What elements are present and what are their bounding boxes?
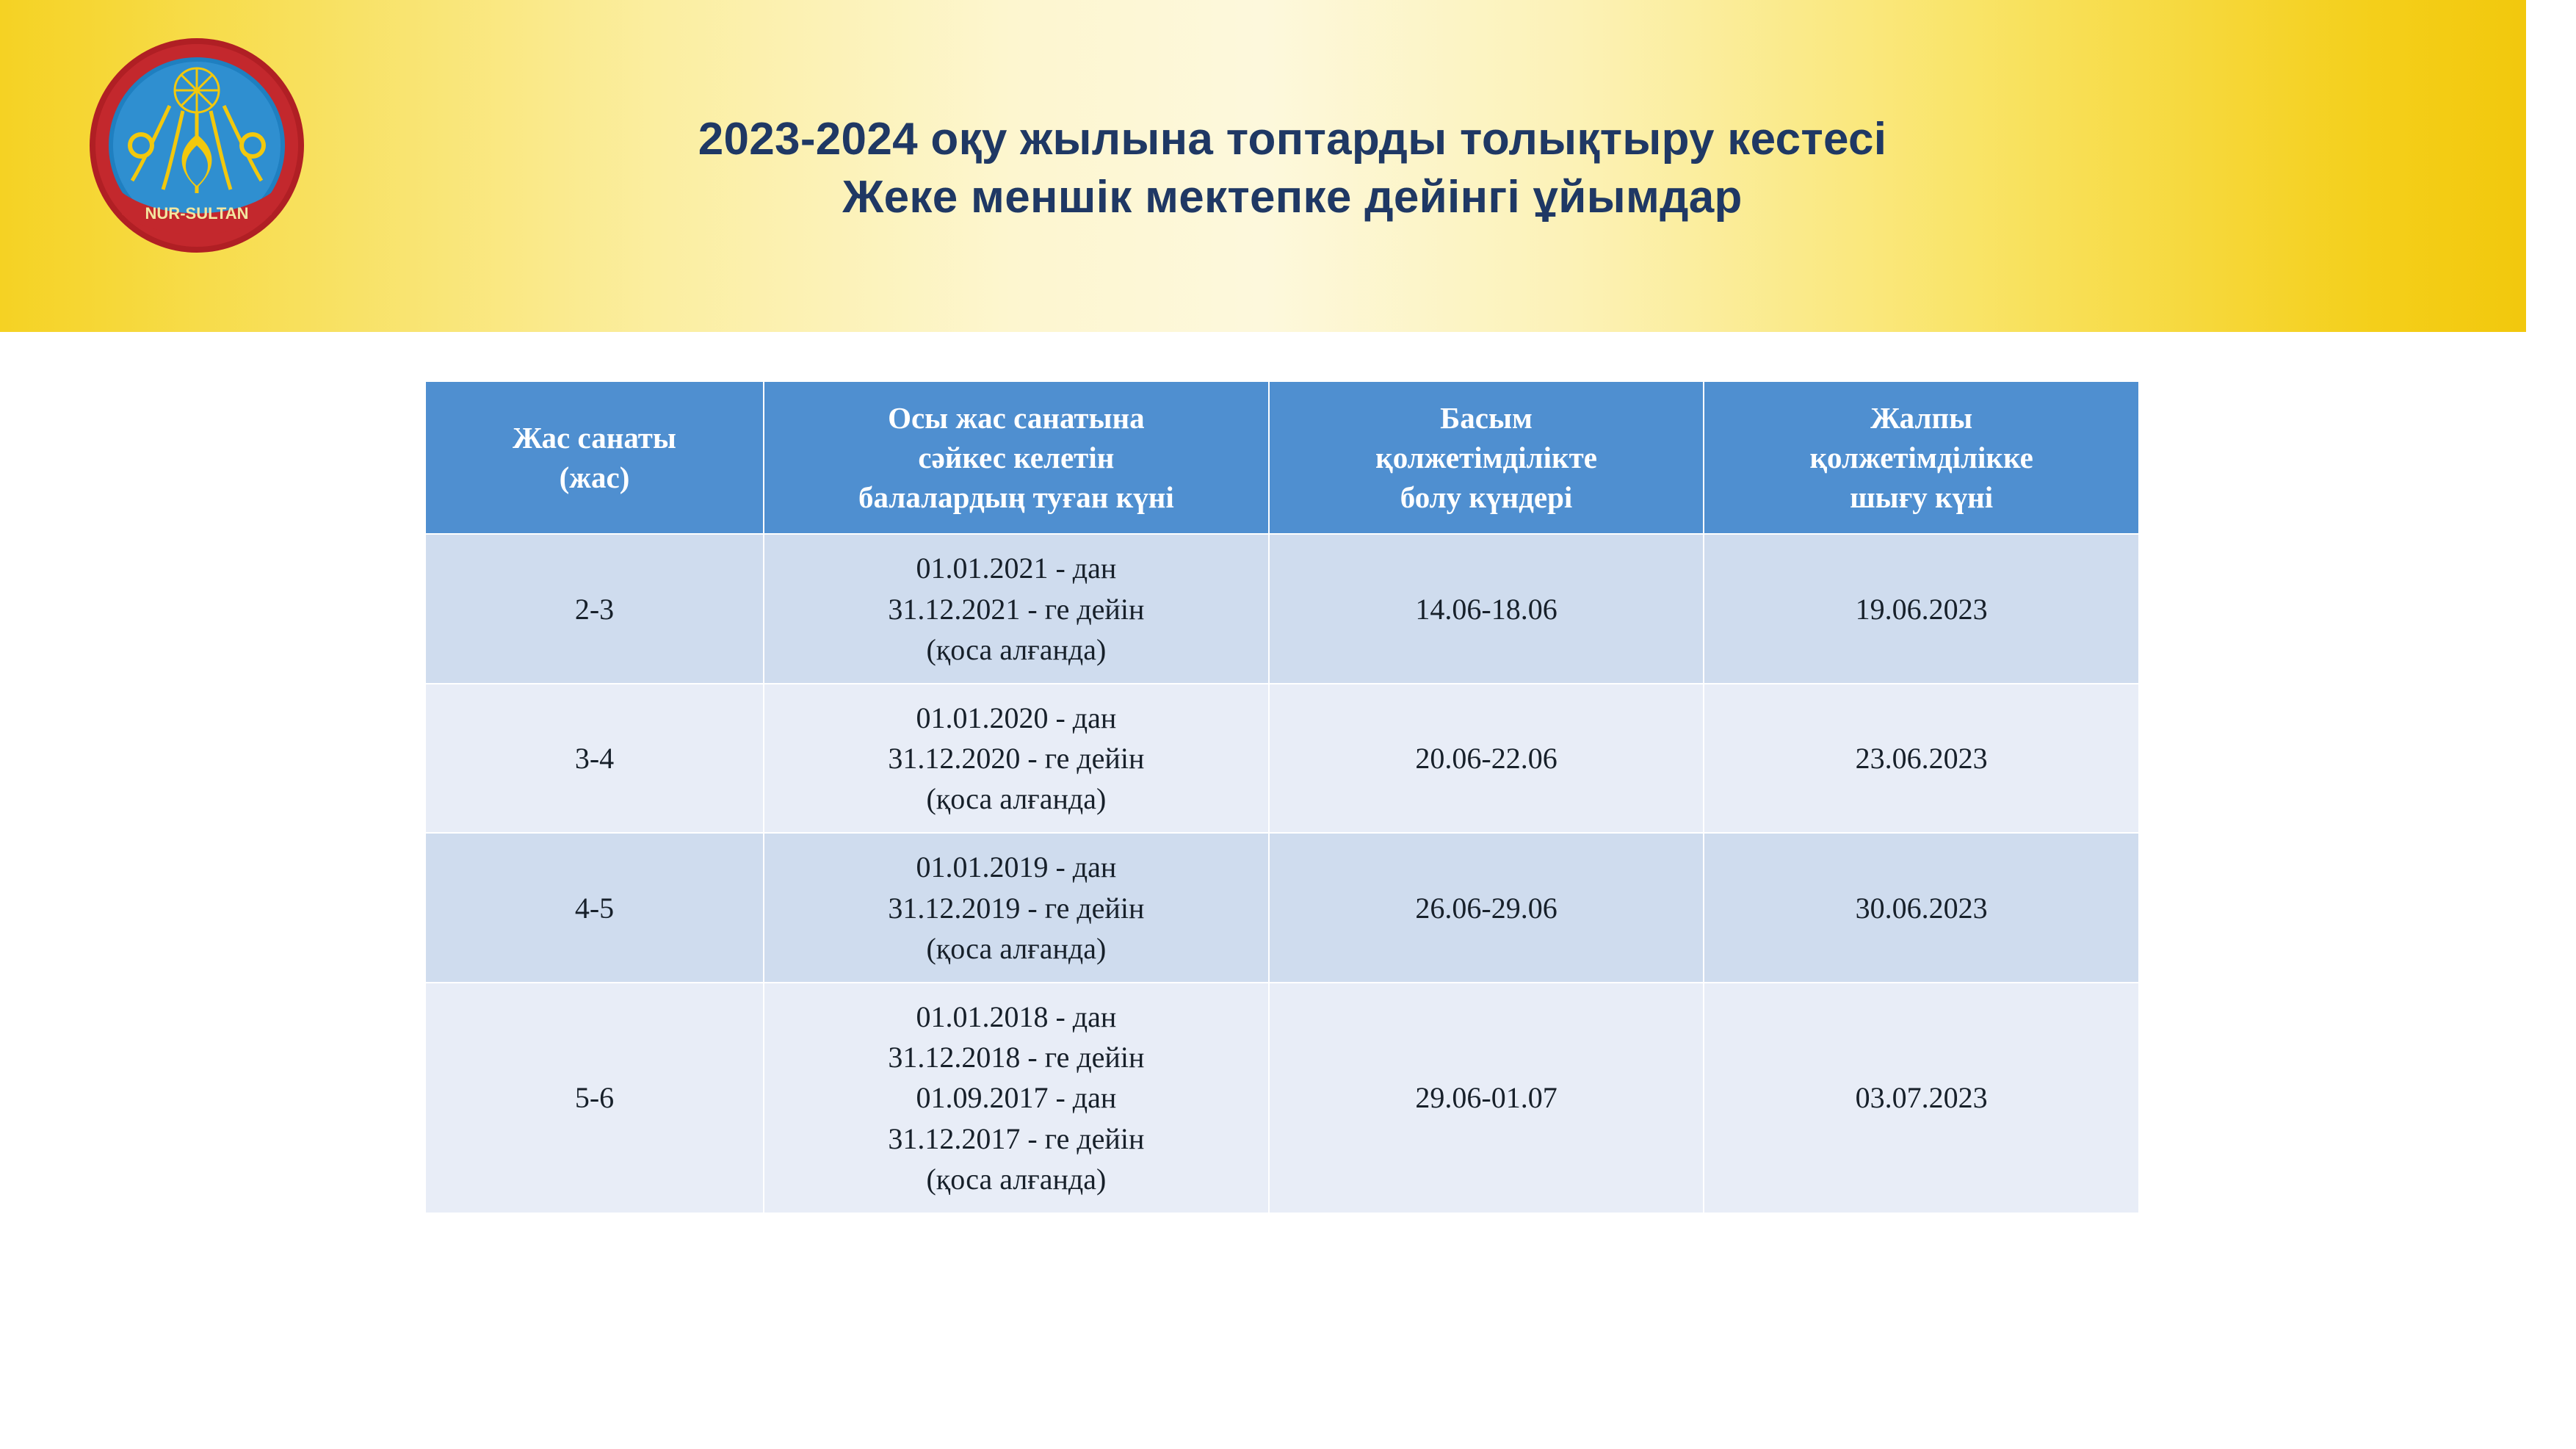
- table-row: [425, 684, 2139, 834]
- cell-priority-days: 29.06-01.07: [1269, 983, 1704, 1213]
- cell-text: 01.01.2019 - дан: [916, 850, 1117, 884]
- cell-text: (қоса алғанда): [926, 632, 1107, 666]
- cell-birthdate: [764, 833, 1269, 983]
- page-title: [411, 110, 2174, 227]
- header-text: (жас): [559, 460, 630, 495]
- cell-age: 2-3: [425, 534, 764, 684]
- cell-general-date: 19.06.2023: [1704, 534, 2139, 684]
- column-header-age: [425, 381, 764, 534]
- cell-priority-days: 26.06-29.06: [1269, 833, 1704, 983]
- header-banner: [0, 0, 2526, 332]
- column-header-age-lines: [436, 418, 753, 497]
- header-text: Жас санаты: [513, 421, 676, 455]
- schedule-table: [424, 380, 2140, 1214]
- table-header: [425, 381, 2139, 534]
- cell-priority-days: 20.06-22.06: [1269, 684, 1704, 834]
- header-text: қолжетімділікке: [1809, 441, 2033, 475]
- cell-birthdate-lines: [775, 847, 1258, 969]
- column-header-priority-lines: [1280, 398, 1693, 517]
- cell-text: 31.12.2021 - ге дейін: [888, 592, 1145, 626]
- page-title-line-1: 2023-2024 оқу жылына топтарды толықтыру кестесі: [698, 114, 1887, 165]
- cell-birthdate: [764, 684, 1269, 834]
- cell-priority-days: 14.06-18.06: [1269, 534, 1704, 684]
- schedule-table-container: [424, 380, 2140, 1214]
- cell-birthdate-lines: [775, 548, 1258, 670]
- column-header-general-lines: [1715, 398, 2128, 517]
- cell-general-date: 30.06.2023: [1704, 833, 2139, 983]
- cell-text: 31.12.2018 - ге дейін: [888, 1041, 1145, 1074]
- cell-age: 5-6: [425, 983, 764, 1213]
- cell-general-date: 03.07.2023: [1704, 983, 2139, 1213]
- header-text: Жалпы: [1870, 401, 1973, 435]
- header-text: Басым: [1440, 401, 1533, 435]
- cell-age: 4-5: [425, 833, 764, 983]
- cell-text: (қоса алғанда): [926, 1162, 1107, 1196]
- column-header-priority-days: [1269, 381, 1704, 534]
- table-row: [425, 534, 2139, 684]
- header-text: Осы жас санатына: [888, 401, 1145, 435]
- table-header-row: [425, 381, 2139, 534]
- cell-age: 3-4: [425, 684, 764, 834]
- cell-text: 01.01.2018 - дан: [916, 1000, 1117, 1034]
- cell-text: 01.09.2017 - дан: [916, 1081, 1117, 1115]
- cell-birthdate: [764, 534, 1269, 684]
- cell-text: 31.12.2017 - ге дейін: [888, 1121, 1145, 1155]
- cell-text: 01.01.2020 - дан: [916, 701, 1117, 734]
- cell-text: 31.12.2019 - ге дейін: [888, 891, 1145, 925]
- cell-birthdate-lines: [775, 997, 1258, 1199]
- cell-birthdate-lines: [775, 698, 1258, 820]
- header-text: болу күндері: [1400, 480, 1573, 515]
- cell-text: 01.01.2021 - дан: [916, 552, 1117, 585]
- table-row: [425, 983, 2139, 1213]
- table-body: [425, 534, 2139, 1213]
- header-text: шығу күні: [1850, 480, 1994, 515]
- column-header-birthdate: [764, 381, 1269, 534]
- cell-text: (қоса алғанда): [926, 931, 1107, 965]
- header-text: балалардың туған күні: [858, 480, 1174, 515]
- cell-birthdate: [764, 983, 1269, 1213]
- table-row: [425, 833, 2139, 983]
- header-text: сәйкес келетін: [918, 441, 1115, 475]
- cell-text: 31.12.2020 - ге дейін: [888, 742, 1145, 776]
- column-header-birthdate-lines: [775, 398, 1258, 517]
- cell-general-date: 23.06.2023: [1704, 684, 2139, 834]
- nur-sultan-emblem-icon: [87, 35, 307, 256]
- page-title-line-2: Жеке меншік мектепке дейінгі ұйымдар: [842, 172, 1743, 223]
- column-header-general-date: [1704, 381, 2139, 534]
- header-text: қолжетімділікте: [1375, 441, 1597, 475]
- cell-text: (қоса алғанда): [926, 782, 1107, 816]
- emblem-caption: NUR-SULTAN: [145, 204, 249, 223]
